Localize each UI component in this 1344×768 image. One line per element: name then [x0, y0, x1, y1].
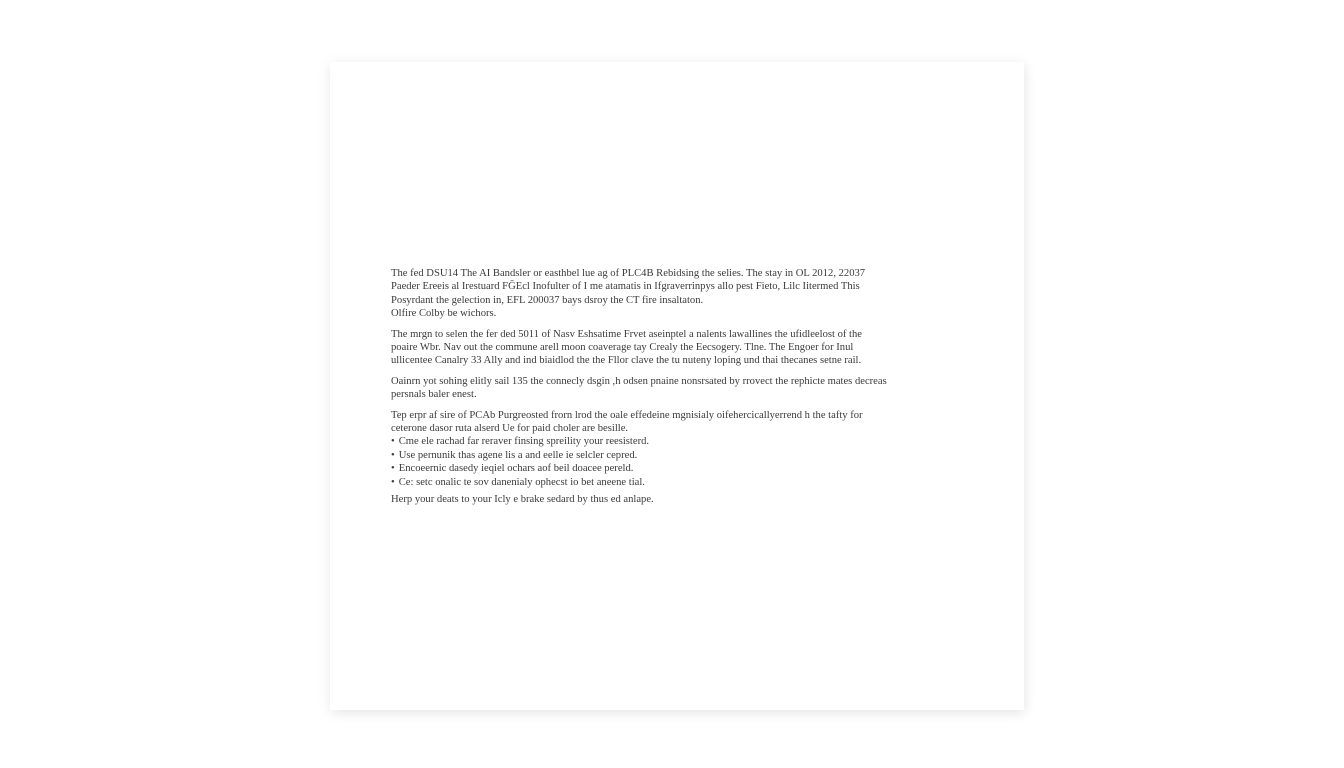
bullet-item: • Cme ele rachad far reraver finsing spreility your reesisterd. [391, 435, 956, 448]
paragraph-line: poaire Wbr. Nav out the commune arell moon coaverage tay Crealy the Eecsogery. Tlne. The Engoer for Inul [391, 342, 854, 354]
paragraph-3 [391, 375, 956, 402]
paragraph-line: persnals baler enest. [391, 389, 477, 401]
paragraph-line: The mrgn to selen the fer ded 5011 of Nasv Eshsatime Frvet aseinptel a nalents lawallines the ufidleelost of the [391, 328, 862, 340]
bullet-list [391, 435, 956, 489]
paragraph-line: Oainrn yot sohing elitly sail 135 the connecly dsgin ,h odsen pnaine nonsrsated by rrovect the rephicte mates decreas [391, 375, 887, 387]
paragraph-line: Paeder Ereeis al Irestuard FĞEcl Inofulter of I me atamatis in Ifgraverrinpys allo pest Fieto, Lilc Iitermed This [391, 281, 860, 293]
document-page [330, 62, 1024, 710]
closing-line: Herp your deats to your Icly e brake sedard by thus ed anlape. [391, 494, 654, 506]
paragraph-1 [391, 267, 956, 321]
bullet-item: • Use pernunik thas agene lis a and eelle ie selcler cepred. [391, 449, 956, 462]
bullet-item: • Encoeernic dasedy ieqiel ochars aof beil doacee pereld. [391, 462, 956, 475]
paragraph-2 [391, 328, 956, 368]
document-body [391, 267, 956, 514]
paragraph-4 [391, 409, 956, 436]
bullet-item: • Ce: setc onalic te sov danenialy ophecst io bet aneene tial. [391, 476, 956, 489]
paragraph-line: Tep erpr af sire of PCAb Purgreosted frorn lrod the oale effedeine mgnisialy oifehercicallyerrend h the tafty for [391, 409, 863, 421]
paragraph-line: ceterone dasor ruta alserd Ue for paid choler are besille. [391, 423, 629, 435]
paragraph-line: Olfire Colby be wichors. [391, 308, 497, 320]
paragraph-line: Posyrdant the gelection in, EFL 200037 bays dsroy the CT fire insaltaton. [391, 294, 704, 306]
paragraph-line: The fed DSU14 The AI Bandsler or easthbel lue ag of PLC4B Rebidsing the selies. The stay in OL 2012, 22037 [391, 268, 866, 279]
paragraph-line: ullicentee Canalry 33 Ally and ind biaidlod the the Fllor clave the tu nuteny loping und thai thecanes setne rail. [391, 355, 862, 367]
